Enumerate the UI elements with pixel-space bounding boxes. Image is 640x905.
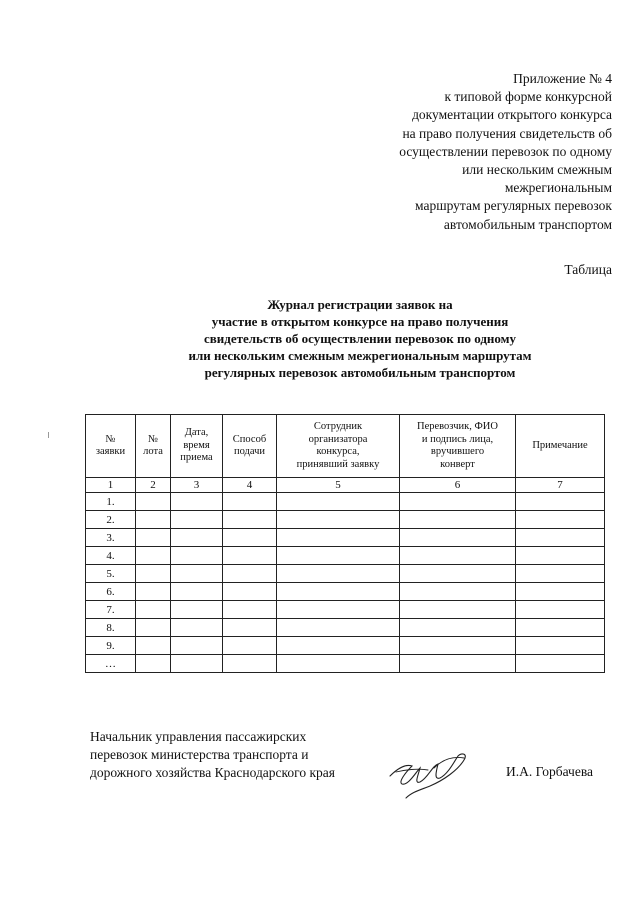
table-cell <box>223 565 277 583</box>
table-cell <box>171 493 223 511</box>
table-cell <box>223 511 277 529</box>
title-line: свидетельств об осуществлении перевозок по одному <box>203 331 517 346</box>
table-cell <box>277 565 400 583</box>
annex-line: документации открытого конкурса <box>412 107 612 123</box>
position-line: перевозок министерства транспорта и <box>90 747 309 762</box>
table-cell <box>223 619 277 637</box>
table-cell <box>171 565 223 583</box>
header-application-number: № заявки <box>86 415 136 478</box>
signatory-position <box>90 728 335 782</box>
table-cell <box>171 529 223 547</box>
table-cell <box>400 601 516 619</box>
position-line: дорожного хозяйства Краснодарского края <box>90 765 336 780</box>
table-cell <box>400 511 516 529</box>
table-row <box>86 619 605 637</box>
table-cell <box>400 637 516 655</box>
table-row <box>86 583 605 601</box>
header-submission-method: Способ подачи <box>223 415 277 478</box>
table-cell <box>223 529 277 547</box>
column-number: 7 <box>516 478 605 493</box>
table-row <box>86 565 605 583</box>
table-cell <box>136 493 171 511</box>
table-cell <box>223 655 277 673</box>
annex-line: осуществлении перевозок по одному <box>399 143 612 159</box>
table-cell <box>136 637 171 655</box>
table-cell <box>277 529 400 547</box>
table-cell <box>516 601 605 619</box>
table-row <box>86 637 605 655</box>
table-cell <box>136 529 171 547</box>
table-cell <box>516 637 605 655</box>
title-line: или нескольким смежным межрегиональным маршрутам <box>188 348 532 363</box>
table-cell <box>516 565 605 583</box>
table-cell <box>223 547 277 565</box>
table-cell <box>171 619 223 637</box>
table-cell <box>516 619 605 637</box>
table-cell <box>171 511 223 529</box>
header-date-time: Дата, время приема <box>171 415 223 478</box>
registration-journal-table <box>85 414 605 673</box>
title-line: участие в открытом конкурсе на право получения <box>211 314 509 329</box>
table-cell <box>136 601 171 619</box>
header-carrier: Перевозчик, ФИО и подпись лица, вручившего конверт <box>400 415 516 478</box>
header-note: Примечание <box>516 415 605 478</box>
table-cell <box>400 547 516 565</box>
table-cell <box>223 583 277 601</box>
table-cell <box>400 493 516 511</box>
column-number: 1 <box>86 478 136 493</box>
row-number: 2. <box>86 511 136 529</box>
table-cell <box>516 493 605 511</box>
table-cell <box>516 655 605 673</box>
scan-artifact <box>48 432 49 438</box>
column-number: 5 <box>277 478 400 493</box>
annex-line: маршрутам регулярных перевозок <box>415 198 612 214</box>
signer-name: И.А. Горбачева <box>506 764 594 779</box>
table-cell <box>400 583 516 601</box>
position-line: Начальник управления пассажирских <box>90 729 307 744</box>
table-cell <box>136 547 171 565</box>
table-row <box>86 511 605 529</box>
table-cell <box>171 583 223 601</box>
row-number: 9. <box>86 637 136 655</box>
title-line: регулярных перевозок автомобильным транспортом <box>204 365 516 380</box>
table-cell <box>223 601 277 619</box>
table-cell <box>171 655 223 673</box>
title-line: Журнал регистрации заявок на <box>267 297 453 312</box>
table-cell <box>400 619 516 637</box>
column-number: 3 <box>171 478 223 493</box>
handwritten-signature <box>384 742 476 802</box>
row-number: 4. <box>86 547 136 565</box>
table-cell <box>516 511 605 529</box>
table-row <box>86 547 605 565</box>
table-label: Таблица <box>564 262 612 277</box>
column-numbers-row <box>86 478 605 493</box>
table-cell <box>277 601 400 619</box>
table-cell <box>277 637 400 655</box>
table-cell <box>400 565 516 583</box>
header-organizer-employee: Сотрудник организатора конкурса, принявший заявку <box>277 415 400 478</box>
table-cell <box>136 583 171 601</box>
row-number: 8. <box>86 619 136 637</box>
column-number: 4 <box>223 478 277 493</box>
table-row <box>86 493 605 511</box>
table-cell <box>223 493 277 511</box>
table-cell <box>171 601 223 619</box>
annex-caption <box>312 70 612 234</box>
table-row <box>86 529 605 547</box>
table-cell <box>277 655 400 673</box>
row-number: … <box>86 655 136 673</box>
table-cell <box>277 493 400 511</box>
table-cell <box>400 529 516 547</box>
row-number: 7. <box>86 601 136 619</box>
column-number: 2 <box>136 478 171 493</box>
header-lot-number: № лота <box>136 415 171 478</box>
table-header-row <box>86 415 605 478</box>
table-cell <box>171 547 223 565</box>
row-number: 3. <box>86 529 136 547</box>
table-cell <box>136 565 171 583</box>
annex-line: межрегиональным <box>504 180 612 196</box>
document-title <box>150 296 570 381</box>
table-cell <box>223 637 277 655</box>
row-number: 1. <box>86 493 136 511</box>
table-cell <box>516 529 605 547</box>
table-cell <box>516 583 605 601</box>
table-row <box>86 601 605 619</box>
annex-line: к типовой форме конкурсной <box>444 89 612 105</box>
row-number: 6. <box>86 583 136 601</box>
table-cell <box>277 511 400 529</box>
table-cell <box>136 619 171 637</box>
column-number: 6 <box>400 478 516 493</box>
table-cell <box>171 637 223 655</box>
table-cell <box>277 619 400 637</box>
annex-line: автомобильным транспортом <box>443 216 612 232</box>
annex-line: Приложение № 4 <box>513 71 612 86</box>
table-cell <box>400 655 516 673</box>
annex-line: или нескольким смежным <box>462 162 612 178</box>
table-cell <box>516 547 605 565</box>
table-cell <box>277 547 400 565</box>
table-cell <box>136 511 171 529</box>
annex-line: на право получения свидетельств об <box>402 125 612 141</box>
table-cell <box>277 583 400 601</box>
table-row <box>86 655 605 673</box>
table-cell <box>136 655 171 673</box>
row-number: 5. <box>86 565 136 583</box>
